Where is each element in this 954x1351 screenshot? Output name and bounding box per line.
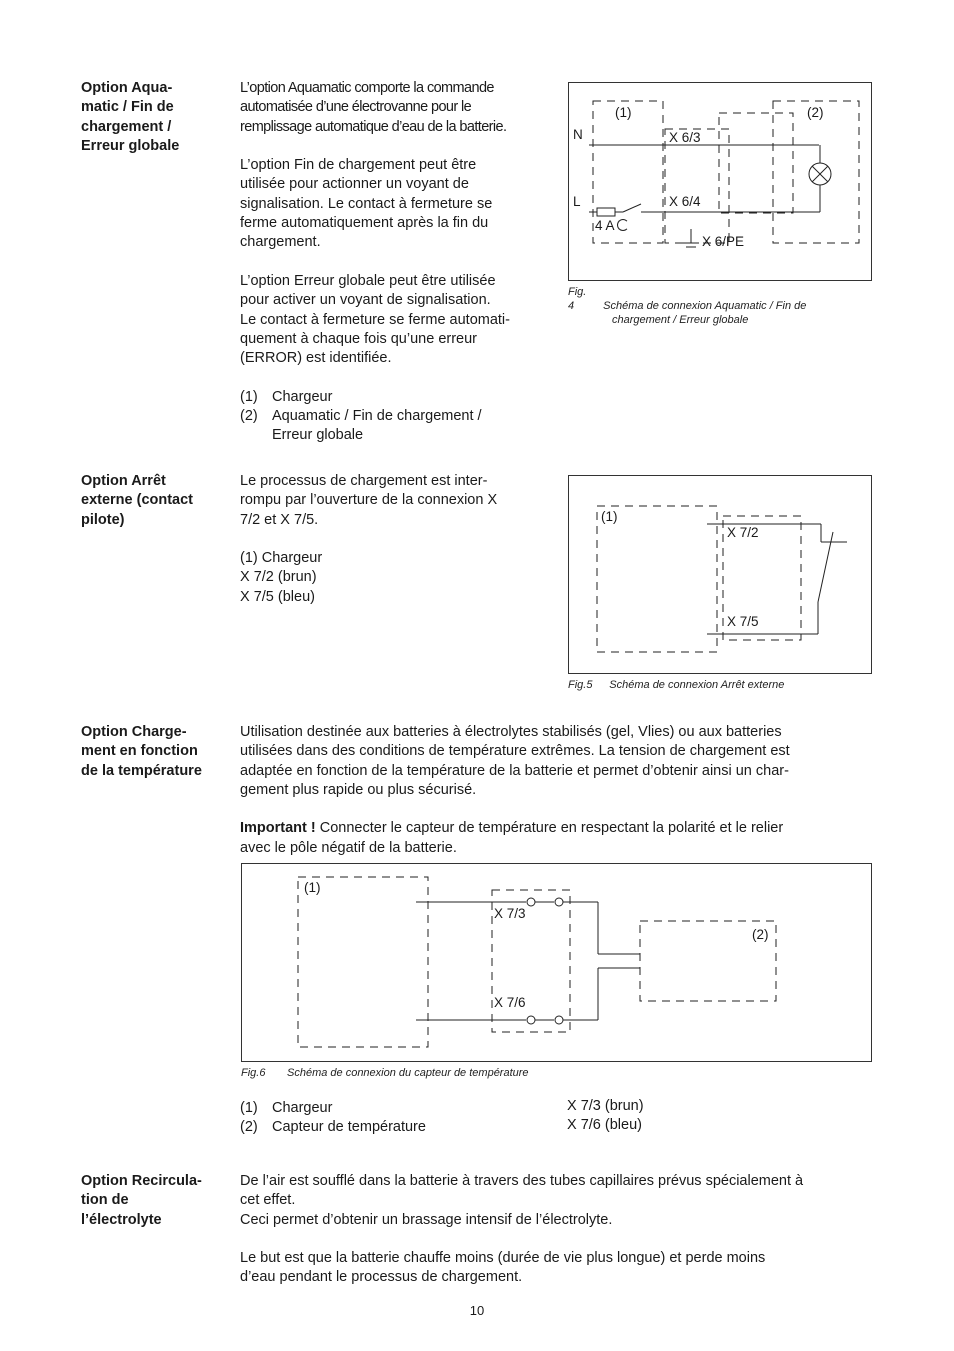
page-number: 10 (469, 1303, 485, 1318)
fig5-terminal-x75: X 7/5 (727, 614, 759, 629)
fig6-wiring-svg (242, 864, 871, 1061)
fig4-terminal-x64: X 6/4 (669, 194, 701, 209)
recirculation-paragraph-1: De l’air est soufflé dans la batterie à travers des tubes capillaires prévus spécialement à cet effet. Ceci permet d’obtenir un brassage intensif de l’électrolyte. (240, 1173, 804, 1228)
fig4-label-2: (2) (807, 105, 824, 120)
fig4-label-l: L (573, 194, 581, 209)
section-temperature-heading: Option Charge- ment en fonction de la température (81, 724, 202, 779)
section-recirculation-heading: Option Recircula- tion de l’électrolyte (81, 1173, 202, 1228)
fig4-terminal-x63: X 6/3 (669, 130, 701, 145)
aquamatic-legend: (1) Chargeur (2) Aquamatic / Fin de chargement / Erreur globale (240, 388, 482, 444)
temperature-legend: (1) Chargeur (2) Capteur de température (240, 1100, 426, 1136)
fig5-wiring-svg (569, 476, 871, 673)
fig4-label-n: N (573, 127, 583, 142)
external-stop-legend: (1) Chargeur X 7/2 (brun) X 7/5 (bleu) (240, 550, 323, 605)
section-temperature-body (240, 723, 880, 858)
recirculation-paragraph-2: Le but est que la batterie chauffe moins (durée de vie plus longue) et perde moins d’eau pendant le processus de chargement. (240, 1250, 766, 1286)
figure-6-diagram (241, 863, 872, 1062)
fig6-terminal-x73: X 7/3 (494, 906, 526, 921)
section-external-stop-heading: Option Arrêt externe (contact pilote) (81, 473, 194, 528)
fig4-terminal-x6pe: X 6/PE (702, 234, 745, 249)
section-recirculation-body (240, 1172, 880, 1288)
temperature-wire-colors: X 7/3 (brun) X 7/6 (bleu) (567, 1098, 644, 1134)
fig6-label-1: (1) (304, 880, 321, 895)
global-error-paragraph: L’option Erreur globale peut être utilisée pour activer un voyant de signalisation. Le contact à fermeture se ferme automati- quement à chaque fois qu’une erreur (ERROR) est identifiée. (240, 272, 510, 367)
external-stop-paragraph: Le processus de chargement est inter- rompu par l’ouverture de la connexion X 7/2 et X 7/5. (240, 473, 498, 528)
fig5-terminal-x72: X 7/2 (727, 525, 759, 540)
section-aquamatic-body (240, 79, 560, 446)
slow-blow-fuse-icon (617, 219, 629, 231)
fig5-label-1: (1) (601, 509, 618, 524)
end-of-charge-paragraph: L’option Fin de chargement peut être utilisée pour actionner un voyant de signalisation. Le contact à fermeture se ferme automatiquement après la fin du chargement. (240, 157, 493, 251)
fig6-terminal-x76: X 7/6 (494, 995, 526, 1010)
temperature-paragraph: Utilisation destinée aux batteries à électrolytes stabilisés (gel, Vlies) ou aux batteries utilisées dans des conditions de température extrêmes. La tension de chargement est adaptée en fonction de la température de la batterie et permet d’obtenir ainsi un char- gement plus rapide ou plus sécurisé. (240, 724, 790, 798)
section-external-stop-body (240, 472, 560, 607)
fig4-label-1: (1) (615, 105, 632, 120)
figure-4-diagram (568, 82, 872, 281)
figure-5-diagram (568, 475, 872, 674)
figure-4-caption: Fig. 4 Schéma de connexion Aquamatic / Fin de chargement / Erreur globale (568, 286, 807, 326)
temperature-important-note: Important ! Connecter le capteur de température en respectant la polarité et le relier avec le pôle négatif de la batterie. (240, 820, 784, 856)
fig6-label-2: (2) (752, 927, 769, 942)
aquamatic-paragraph: L’option Aquamatic comporte la commande automatisée d’une électrovanne pour le remplissage automatique d’eau de la batterie. (240, 80, 507, 135)
figure-5-caption: Fig.5 Schéma de connexion Arrêt externe (568, 679, 785, 691)
section-aquamatic-heading: Option Aqua- matic / Fin de chargement / Erreur globale (81, 80, 180, 154)
figure-6-caption: Fig.6 Schéma de connexion du capteur de température (241, 1067, 529, 1079)
fig4-fuse-label: 4 A (595, 218, 629, 233)
